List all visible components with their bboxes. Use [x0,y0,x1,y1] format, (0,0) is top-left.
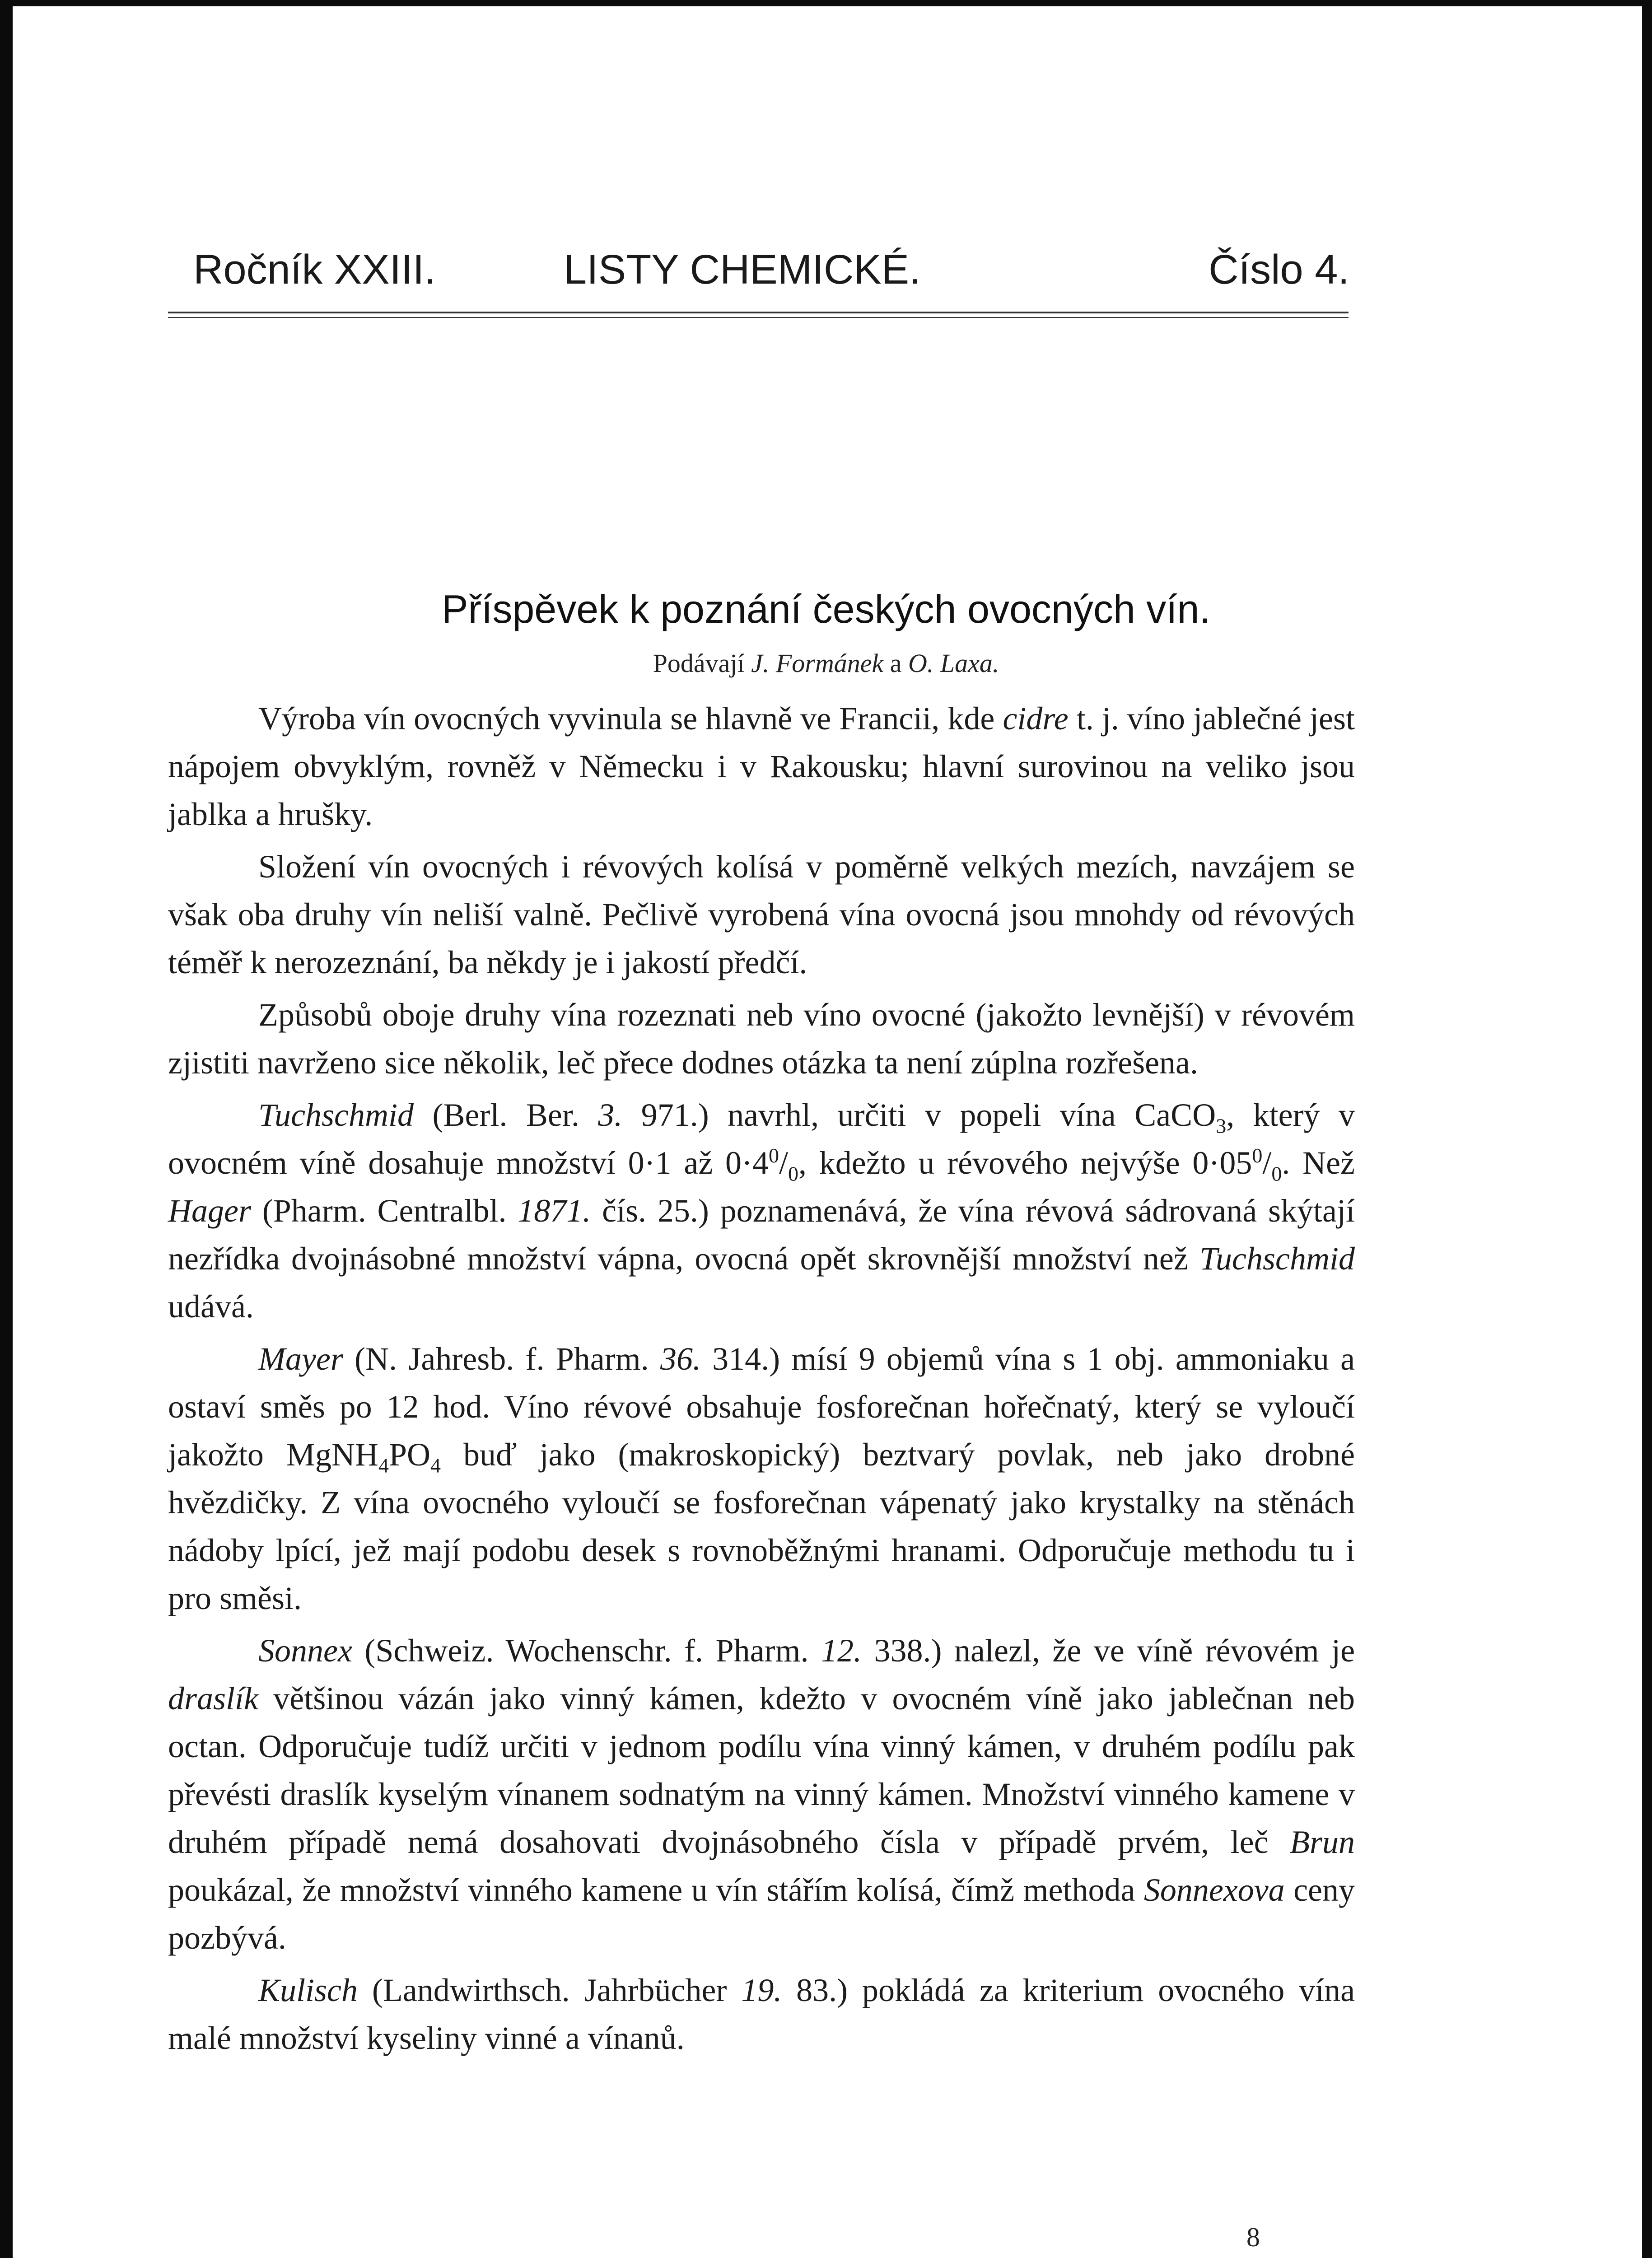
article-title: Příspěvek k poznání českých ovocných vín. [441,587,1211,631]
header-journal-title: LISTY CHEMICKÉ. [564,247,921,293]
text-run: ceny pozbývá. [168,1872,1355,1956]
text-run: (Pharm. Centralbl. [262,1193,507,1229]
method-name: Sonnexova [1143,1872,1285,1908]
subscript: 4 [378,1454,389,1477]
author-name: Hager [168,1193,251,1229]
scan-border-top [0,0,1652,6]
paragraph-5 [168,1335,1355,1622]
header-issue: Číslo 4. [1209,247,1349,293]
author-name: Tuchschmid [1199,1241,1355,1277]
text-run: (N. Jahresb. f. Pharm. [355,1341,649,1377]
paragraph-1 [168,695,1355,838]
text-run: Způsobů oboje druhy vína rozeznati neb víno ovocné (jakožto levnější) v révovém zjistiti navrženo sice několik, leč přece dodnes otázka ta není zúplna rozřešena. [168,997,1355,1081]
author-1: J. Formánek [751,648,884,678]
subscript: 0 [1271,1162,1282,1185]
byline-and: a [890,648,902,678]
text-run: poukázal, že množství vinného kamene u vín stářím kolísá, čímž methoda [168,1872,1135,1908]
volume-number: 19. [741,1972,782,2008]
text-run: / [1262,1145,1272,1181]
text-run: (Berl. Ber. [432,1097,579,1133]
text-run: buď jako (makroskopický) beztvarý povlak, neb jako drobné hvězdičky. Z vína ovocného vyloučí se fosforečnan vápenatý jako krystalky na stěnách nádoby lpící, jež mají podobu desek s rovnoběžnými hranami. Odporučuje methodu tu i pro směsi. [168,1437,1355,1616]
page-number: 8 [1246,2222,1260,2252]
text-run: (Landwirthsch. Jahrbücher [372,1972,727,2008]
text-run: udává. [168,1288,254,1325]
text-run: 314.) mísí 9 objemů vína s 1 obj. ammoniaku a ostaví směs po 12 hod. Víno révové obsahuje fosforečnan hořečnatý, který se vyloučí jakožto MgNH [168,1341,1355,1473]
running-header [193,246,1349,305]
text-run: čís. 25.) poznamenává, že vína révová sádrovaná skýtají nezřídka dvojnásobné množství vápna, ovocná opět skrovnější množství než [168,1193,1355,1277]
scan-border-left [0,0,13,2258]
paragraph-3 [168,991,1355,1087]
text-run: , kdežto u révového nejvýše 0·05 [798,1145,1252,1181]
year: 1871. [518,1193,591,1229]
author-name: Mayer [258,1341,343,1377]
article-byline [0,648,1652,678]
paragraph-4 [168,1091,1355,1330]
text-run: , který v ovocném víně dosahuje množství 0·1 až 0·4 [168,1097,1355,1181]
text-run: t. j. víno jablečné jest nápojem obvyklým, rovněž v Německu i v Rakousku; hlavní surovinou na veliko jsou jablka a hrušky. [168,700,1355,832]
text-run: (Schweiz. Wochenschr. f. Pharm. [364,1633,809,1669]
text-run: . Než [1282,1145,1355,1181]
subscript: 4 [430,1454,441,1477]
byline-prefix: Podávají [653,648,745,678]
author-2: O. Laxa. [908,648,999,678]
paragraph-6 [168,1627,1355,1962]
subscript: 3 [1216,1114,1227,1138]
text-run: 83.) pokládá za kriterium ovocného vína malé množství kyseliny vinné a vínanů. [168,1972,1355,2056]
text-run: Složení vín ovocných i révových kolísá v poměrně velkých mezích, navzájem se však oba druhy vín neliší valně. Pečlivě vyrobená vína ovocná jsou mnohdy od révových téměř k nerozeznání, ba někdy je i jakostí předčí. [168,849,1355,980]
subscript: 0 [788,1162,799,1185]
author-name: Brun [1290,1824,1355,1860]
italic-term: cidre [1003,700,1069,737]
scan-border-right [1642,0,1652,2258]
text-run: většinou vázán jako vinný kámen, kdežto v ovocném víně jako jablečnan neb octan. Odporučuje tudíž určiti v jednom podílu vína vinný kámen, v druhém podílu pak převésti draslík kyselým vínanem sodnatým na vinný kámen. Množství vinného kamene v druhém případě nemá dosahovati dvojnásobného čísla v případě prvém, leč [168,1680,1355,1860]
header-rule [168,312,1349,313]
text-run: 971.) navrhl, určiti v popeli vína CaCO [641,1097,1216,1133]
header-volume: Ročník XXIII. [193,247,436,293]
volume-number: 36. [660,1341,701,1377]
author-name: Sonnex [258,1633,352,1669]
text-run: 338.) nalezl, že ve víně révovém je [874,1633,1355,1669]
header-rule-thin [168,317,1349,318]
text-run: / [779,1145,789,1181]
article-body [168,695,1355,2067]
text-run: Výroba vín ovocných vyvinula se hlavně ve Francii, kde [258,700,995,737]
superscript: 0 [769,1144,779,1167]
volume-number: 3. [598,1097,623,1133]
paragraph-2 [168,843,1355,986]
author-name: Tuchschmid [258,1097,414,1133]
superscript: 0 [1252,1144,1263,1167]
text-run: PO [388,1437,430,1473]
paragraph-7 [168,1966,1355,2062]
volume-number: 12. [821,1633,862,1669]
author-name: Kulisch [258,1972,358,2008]
italic-term: draslík [168,1680,259,1717]
